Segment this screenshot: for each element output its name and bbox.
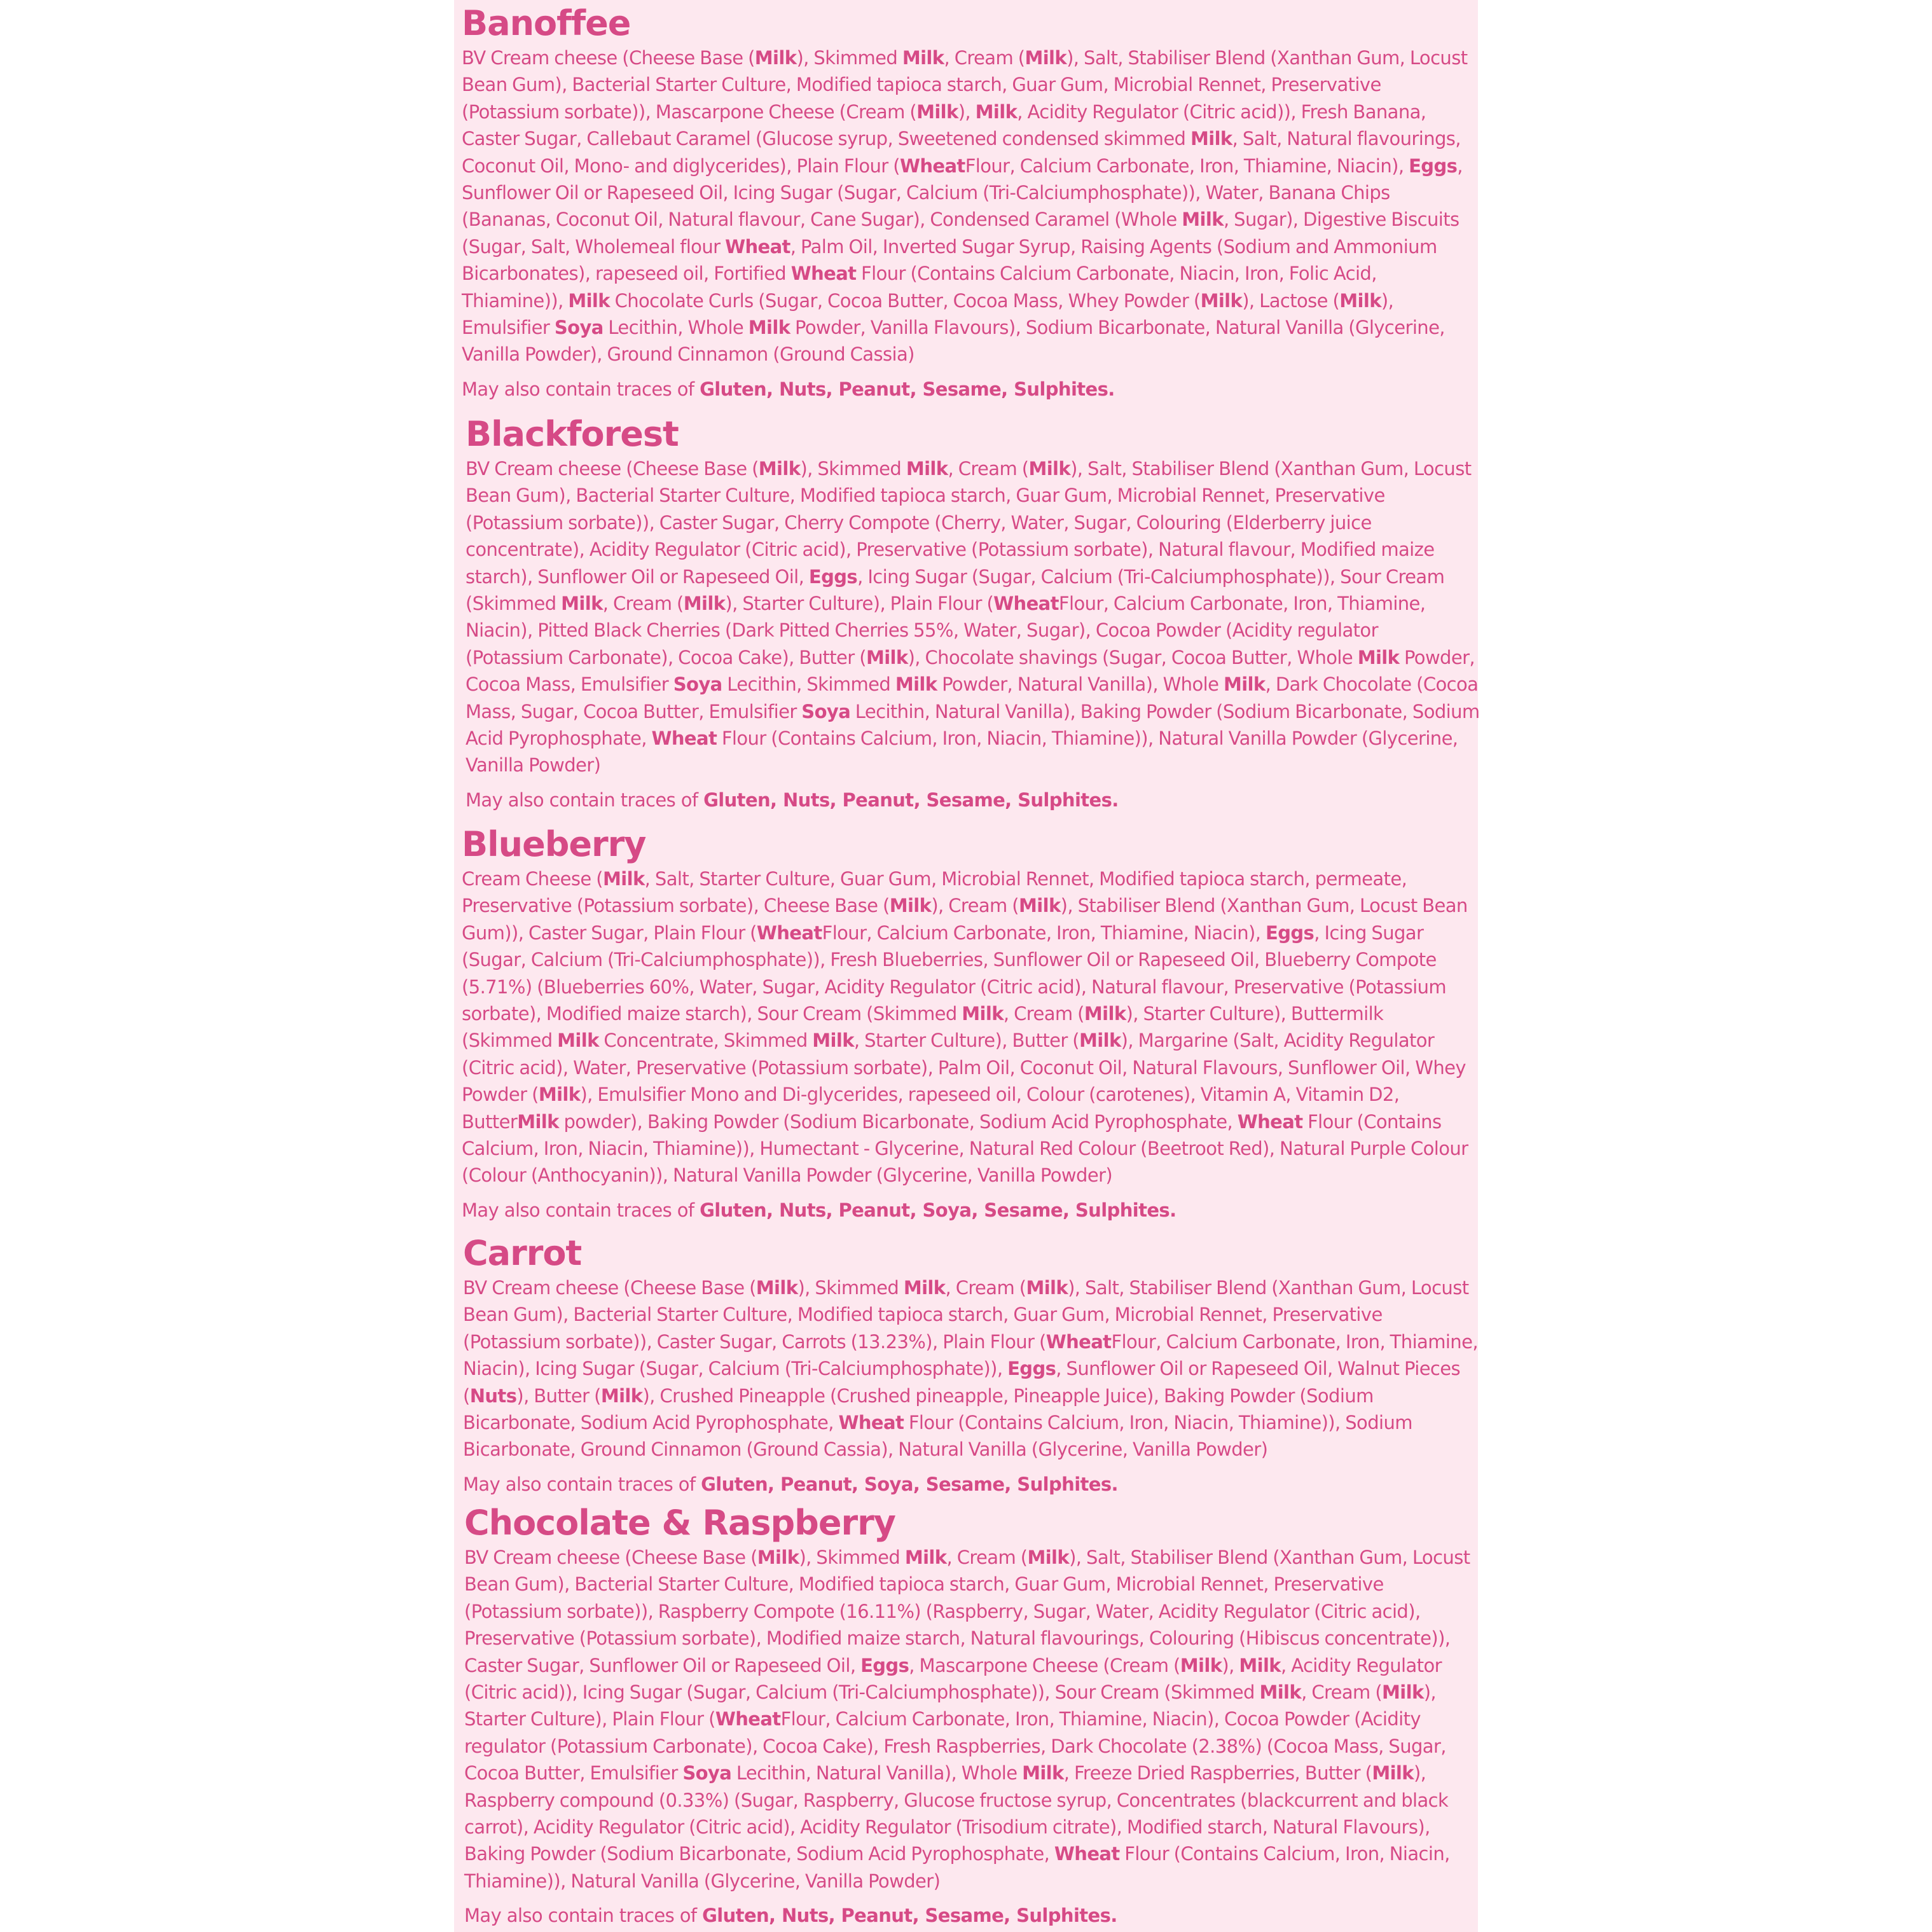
allergen-highlight: Milk	[1372, 1762, 1414, 1784]
allergen-traces	[464, 1903, 1479, 1928]
allergen-highlight: Milk	[895, 673, 937, 696]
product-chocolate-raspberry	[464, 1502, 1479, 1928]
allergen-highlight: Milk	[603, 868, 645, 890]
allergen-highlight: Wheat	[899, 155, 965, 177]
allergen-highlight: Milk	[903, 1277, 946, 1299]
allergen-highlight: Milk	[1357, 646, 1400, 668]
product-title: Blackforest	[466, 414, 679, 454]
allergen-highlight: Milk	[889, 895, 932, 917]
allergen-traces	[462, 376, 1477, 402]
allergen-highlight: Nuts	[469, 1384, 517, 1407]
allergen-highlight: Milk	[1028, 458, 1071, 480]
allergen-highlight: Soya	[682, 1762, 732, 1784]
allergen-highlight: Milk	[757, 1547, 799, 1568]
allergen-traces	[462, 1197, 1477, 1223]
allergen-highlight: Wheat	[756, 921, 822, 944]
allergen-highlight: Milk	[756, 1277, 798, 1299]
allergen-highlight: Wheat	[993, 593, 1059, 615]
allergen-traces	[463, 1472, 1478, 1497]
product-title: Chocolate & Raspberry	[464, 1503, 895, 1543]
allergen-highlight: Milk	[902, 47, 944, 69]
allergen-highlight: Milk	[1180, 1654, 1222, 1676]
allergen-highlight: Milk	[748, 317, 790, 339]
allergen-highlight: Wheat	[838, 1412, 904, 1434]
allergen-highlight: Milk	[1339, 289, 1381, 312]
allergen-highlight: Milk	[517, 1110, 559, 1133]
allergen-highlight: Milk	[1182, 209, 1224, 231]
allergen-highlight: Milk	[1259, 1681, 1302, 1704]
product-title: Blueberry	[462, 824, 646, 864]
allergen-highlight: Wheat	[1054, 1843, 1120, 1865]
ingredients-panel	[454, 0, 1478, 1932]
allergen-highlight: Milk	[683, 593, 726, 615]
traces-label: May also contain traces of	[462, 378, 700, 400]
allergen-highlight: Eggs	[1007, 1358, 1056, 1380]
allergen-highlight: Milk	[1084, 1003, 1126, 1025]
allergen-highlight: Soya	[801, 700, 851, 722]
allergen-highlight: Milk	[1382, 1681, 1424, 1704]
allergen-highlight: Milk	[1027, 1547, 1070, 1568]
allergen-highlight: Wheat	[651, 728, 717, 750]
allergen-highlight: Milk	[561, 593, 603, 615]
allergen-highlight: Milk	[1239, 1654, 1281, 1676]
allergen-highlight: Milk	[812, 1030, 854, 1052]
allergen-highlight: Milk	[866, 646, 908, 668]
allergen-highlight: Wheat	[725, 235, 790, 258]
traces-label: May also contain traces of	[463, 1473, 701, 1495]
allergen-highlight: Milk	[1025, 47, 1067, 69]
product-blackforest	[466, 413, 1480, 813]
traces-allergens: Gluten, Nuts, Peanut, Sesame, Sulphites.	[702, 1905, 1117, 1927]
allergen-highlight: Milk	[1022, 1762, 1064, 1784]
ingredients-text: BV Cream cheese (Cheese Base (Milk), Skimmed Milk, Cream (Milk), Salt, Stabiliser Blend (Xanthan Gum, Locust Bean Gum), Bacterial Starter Culture, Modified tapioca starch, Guar Gum, Microbial Rennet, Preservative (Potassium sorbate)), Caster Sugar, Cherry Compote (Cherry, Water, Sugar, Colouring (Elderberry juice concentrate), Acidity Regulator (Citric acid), Preservative (Potassium sorbate), Natural flavour, Modified maize starch), Sunflower Oil or Rapeseed Oil, Eggs, Icing Sugar (Sugar, Calcium (Tri-Calciumphosphate)), Sour Cream (Skimmed Milk, Cream (Milk), Starter Culture), Plain Flour (WheatFlour, Calcium Carbonate, Iron, Thiamine, Niacin), Pitted Black Cherries (Dark Pitted Cherries 55%, Water, Sugar), Cocoa Powder (Acidity regulator (Potassium Carbonate), Cocoa Cake), Butter (Milk), Chocolate shavings (Sugar, Cocoa Butter, Whole Milk Powder, Cocoa Mass, Emulsifier Soya Lecithin, Skimmed Milk Powder, Natural Vanilla), Whole Milk, Dark Chocolate (Cocoa Mass, Sugar, Cocoa Butter, Emulsifier Soya Lecithin, Natural Vanilla), Baking Powder (Sodium Bicarbonate, Sodium Acid Pyrophosphate, Wheat Flour (Contains Calcium, Iron, Niacin, Thiamine)), Natural Vanilla Powder (Glycerine, Vanilla Powder)	[466, 458, 1480, 776]
allergen-highlight: Wheat	[1045, 1330, 1112, 1353]
product-blueberry	[462, 824, 1477, 1223]
allergen-highlight: Eggs	[1409, 155, 1458, 177]
product-banoffee	[462, 3, 1477, 402]
allergen-highlight: Milk	[1200, 289, 1243, 312]
ingredients-text: Cream Cheese (Milk, Salt, Starter Culture, Guar Gum, Microbial Rennet, Modified tapioca starch, permeate, Preservative (Potassium sorbate), Cheese Base (Milk), Cream (Milk), Stabiliser Blend (Xanthan Gum, Locust Bean Gum)), Caster Sugar, Plain Flour (WheatFlour, Calcium Carbonate, Iron, Thiamine, Niacin), Eggs, Icing Sugar (Sugar, Calcium (Tri-Calciumphosphate)), Fresh Blueberries, Sunflower Oil or Rapeseed Oil, Blueberry Compote (5.71%) (Blueberries 60%, Water, Sugar, Acidity Regulator (Citric acid), Natural flavour, Preservative (Potassium sorbate), Modified maize starch), Sour Cream (Skimmed Milk, Cream (Milk), Starter Culture), Buttermilk (Skimmed Milk Concentrate, Skimmed Milk, Starter Culture), Butter (Milk), Margarine (Salt, Acidity Regulator (Citric acid), Water, Preservative (Potassium sorbate), Palm Oil, Coconut Oil, Natural Flavours, Sunflower Oil, Whey Powder (Milk), Emulsifier Mono and Di-glycerides, rapeseed oil, Colour (carotenes), Vitamin A, Vitamin D2, ButterMilk powder), Baking Powder (Sodium Bicarbonate, Sodium Acid Pyrophosphate, Wheat Flour (Contains Calcium, Iron, Niacin, Thiamine)), Humectant - Glycerine, Natural Red Colour (Beetroot Red), Natural Purple Colour (Colour (Anthocyanin)), Natural Vanilla Powder (Glycerine, Vanilla Powder)	[462, 868, 1468, 1187]
traces-label: May also contain traces of	[462, 1199, 700, 1221]
allergen-highlight: Wheat	[790, 263, 857, 285]
allergen-highlight: Eggs	[1266, 921, 1314, 944]
product-title: Carrot	[463, 1233, 582, 1273]
allergen-highlight: Milk	[600, 1384, 643, 1407]
allergen-highlight: Milk	[557, 1030, 599, 1052]
allergen-highlight: Milk	[1079, 1030, 1121, 1052]
allergen-highlight: Milk	[1223, 673, 1266, 696]
traces-label: May also contain traces of	[464, 1905, 703, 1927]
allergen-highlight: Soya	[554, 317, 604, 339]
ingredients-text: BV Cream cheese (Cheese Base (Milk), Skimmed Milk, Cream (Milk), Salt, Stabiliser Blend (Xanthan Gum, Locust Bean Gum), Bacterial Starter Culture, Modified tapioca starch, Guar Gum, Microbial Rennet, Preservative (Potassium sorbate)), Raspberry Compote (16.11%) (Raspberry, Sugar, Water, Acidity Regulator (Citric acid), Preservative (Potassium sorbate), Modified maize starch, Natural flavourings, Colouring (Hibiscus concentrate)), Caster Sugar, Sunflower Oil or Rapeseed Oil, Eggs, Mascarpone Cheese (Cream (Milk), Milk, Acidity Regulator (Citric acid)), Icing Sugar (Sugar, Calcium (Tri-Calciumphosphate)), Sour Cream (Skimmed Milk, Cream (Milk), Starter Culture), Plain Flour (WheatFlour, Calcium Carbonate, Iron, Thiamine, Niacin), Cocoa Powder (Acidity regulator (Potassium Carbonate), Cocoa Cake), Fresh Raspberries, Dark Chocolate (2.38%) (Cocoa Mass, Sugar, Cocoa Butter, Emulsifier Soya Lecithin, Natural Vanilla), Whole Milk, Freeze Dried Raspberries, Butter (Milk), Raspberry compound (0.33%) (Sugar, Raspberry, Glucose fructose syrup, Concentrates (blackcurrent and black carrot), Acidity Regulator (Citric acid), Acidity Regulator (Trisodium citrate), Modified starch, Natural Flavours), Baking Powder (Sodium Bicarbonate, Sodium Acid Pyrophosphate, Wheat Flour (Contains Calcium, Iron, Niacin, Thiamine)), Natural Vanilla (Glycerine, Vanilla Powder)	[464, 1547, 1470, 1892]
allergen-traces	[466, 787, 1480, 813]
product-carrot	[463, 1232, 1478, 1497]
traces-label: May also contain traces of	[466, 789, 704, 811]
allergen-highlight: Milk	[538, 1084, 581, 1106]
allergen-highlight: Milk	[906, 458, 948, 480]
allergen-highlight: Milk	[962, 1003, 1004, 1025]
allergen-highlight: Wheat	[1237, 1110, 1303, 1133]
allergen-highlight: Eggs	[808, 565, 858, 588]
traces-allergens: Gluten, Nuts, Peanut, Sesame, Sulphites.	[703, 789, 1119, 811]
allergen-highlight: Milk	[1026, 1277, 1068, 1299]
allergen-highlight: Milk	[758, 458, 801, 480]
allergen-highlight: Wheat	[715, 1708, 781, 1730]
allergen-highlight: Milk	[754, 47, 797, 69]
allergen-highlight: Milk	[975, 100, 1018, 123]
traces-allergens: Gluten, Nuts, Peanut, Sesame, Sulphites.	[700, 378, 1115, 400]
allergen-highlight: Milk	[1019, 895, 1061, 917]
ingredients-text: BV Cream cheese (Cheese Base (Milk), Skimmed Milk, Cream (Milk), Salt, Stabiliser Blend (Xanthan Gum, Locust Bean Gum), Bacterial Starter Culture, Modified tapioca starch, Guar Gum, Microbial Rennet, Preservative (Potassium sorbate)), Caster Sugar, Carrots (13.23%), Plain Flour (WheatFlour, Calcium Carbonate, Iron, Thiamine, Niacin), Icing Sugar (Sugar, Calcium (Tri-Calciumphosphate)), Eggs, Sunflower Oil or Rapeseed Oil, Walnut Pieces (Nuts), Butter (Milk), Crushed Pineapple (Crushed pineapple, Pineapple Juice), Baking Powder (Sodium Bicarbonate, Sodium Acid Pyrophosphate, Wheat Flour (Contains Calcium, Iron, Niacin, Thiamine)), Sodium Bicarbonate, Ground Cinnamon (Ground Cassia), Natural Vanilla (Glycerine, Vanilla Powder)	[463, 1277, 1478, 1461]
allergen-highlight: Soya	[673, 673, 722, 696]
allergen-highlight: Milk	[1190, 128, 1232, 150]
allergen-highlight: Milk	[568, 289, 610, 312]
allergen-highlight: Eggs	[860, 1654, 909, 1676]
traces-allergens: Gluten, Peanut, Soya, Sesame, Sulphites.	[701, 1473, 1118, 1495]
allergen-highlight: Milk	[916, 100, 958, 123]
traces-allergens: Gluten, Nuts, Peanut, Soya, Sesame, Sulphites.	[700, 1199, 1176, 1221]
allergen-highlight: Milk	[904, 1547, 947, 1568]
product-title: Banoffee	[462, 3, 631, 43]
ingredients-text: BV Cream cheese (Cheese Base (Milk), Skimmed Milk, Cream (Milk), Salt, Stabiliser Blend (Xanthan Gum, Locust Bean Gum), Bacterial Starter Culture, Modified tapioca starch, Guar Gum, Microbial Rennet, Preservative (Potassium sorbate)), Mascarpone Cheese (Cream (Milk), Milk, Acidity Regulator (Citric acid)), Fresh Banana, Caster Sugar, Callebaut Caramel (Glucose syrup, Sweetened condensed skimmed Milk, Salt, Natural flavourings, Coconut Oil, Mono- and diglycerides), Plain Flour (WheatFlour, Calcium Carbonate, Iron, Thiamine, Niacin), Eggs, Sunflower Oil or Rapeseed Oil, Icing Sugar (Sugar, Calcium (Tri-Calciumphosphate)), Water, Banana Chips (Bananas, Coconut Oil, Natural flavour, Cane Sugar), Condensed Caramel (Whole Milk, Sugar), Digestive Biscuits (Sugar, Salt, Wholemeal flour Wheat, Palm Oil, Inverted Sugar Syrup, Raising Agents (Sodium and Ammonium Bicarbonates), rapeseed oil, Fortified Wheat Flour (Contains Calcium Carbonate, Niacin, Iron, Folic Acid, Thiamine)), Milk Chocolate Curls (Sugar, Cocoa Butter, Cocoa Mass, Whey Powder (Milk), Lactose (Milk), Emulsifier Soya Lecithin, Whole Milk Powder, Vanilla Flavours), Sodium Bicarbonate, Natural Vanilla (Glycerine, Vanilla Powder), Ground Cinnamon (Ground Cassia)	[462, 47, 1468, 366]
